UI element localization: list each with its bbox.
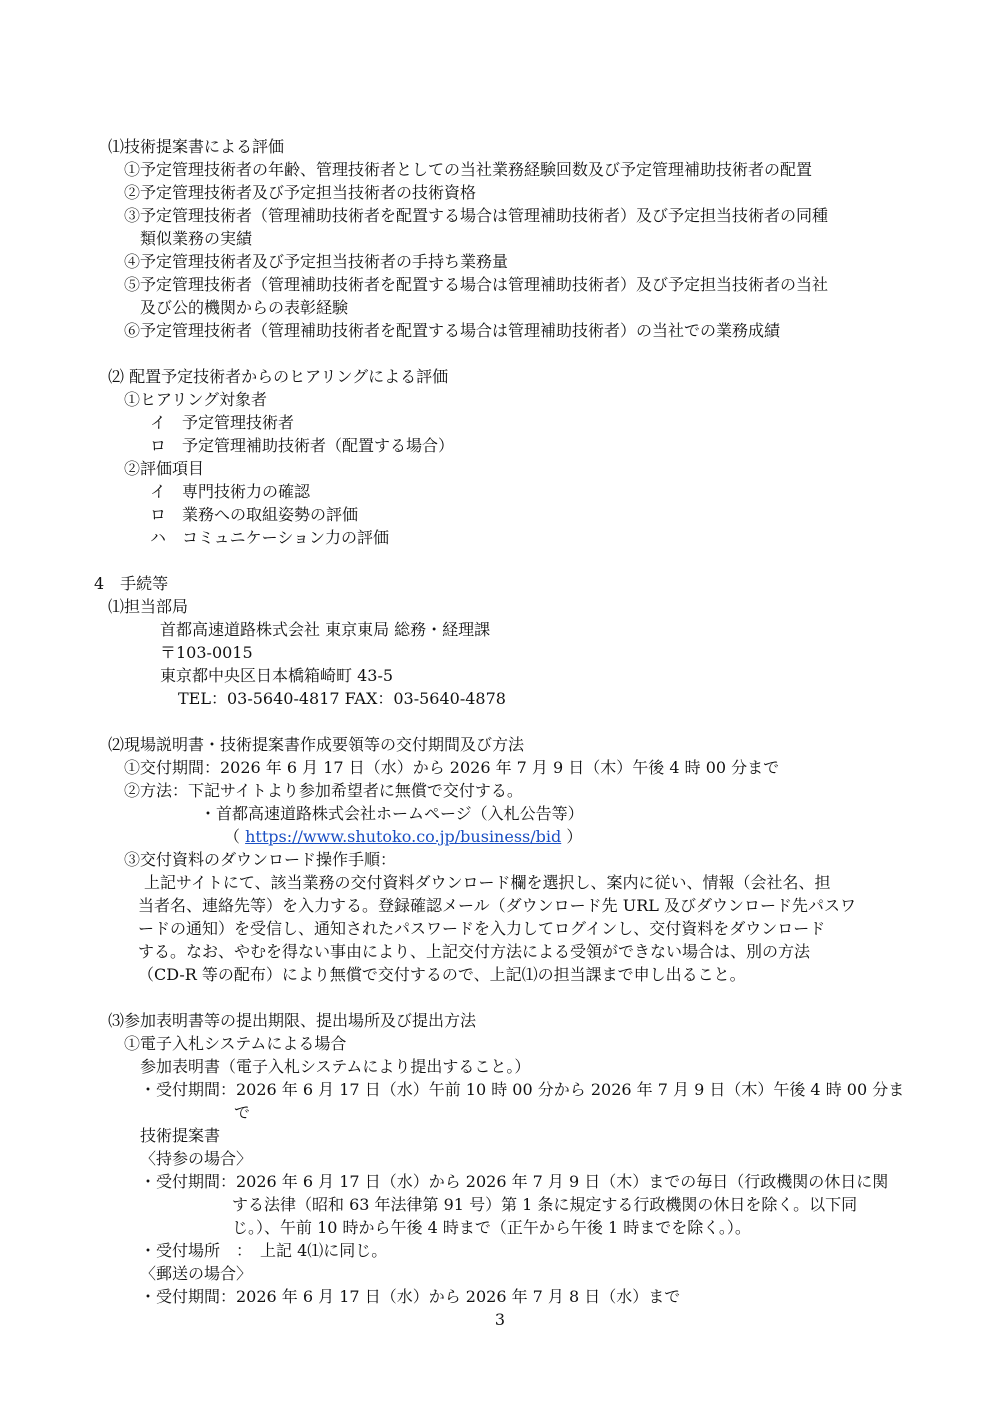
in-person-acceptance-period-cont: する法律（昭和 63 年法律第 91 号）第 1 条に規定する行政機関の休日を除く。以下同 xyxy=(232,1195,858,1214)
download-procedure-text: する。なお、やむを得ない事由により、上記交付方法による受領ができない場合は、別の方法 xyxy=(138,942,811,961)
section-2-sub-heading: ②評価項目 xyxy=(124,459,205,478)
in-person-acceptance-place: ・受付場所 ： 上記 4⑴に同じ。 xyxy=(140,1241,388,1260)
section-1-item: ④予定管理技術者及び予定担当技術者の手持ち業務量 xyxy=(124,252,509,271)
url-close-paren: ） xyxy=(566,827,583,846)
section-1-item: ⑤予定管理技術者（管理補助技術者を配置する場合は管理補助技術者）及び予定担当技術者の当社 xyxy=(124,275,829,294)
page-number: 3 xyxy=(494,1310,506,1329)
participation-form-label: 参加表明書（電子入札システムにより提出すること。） xyxy=(140,1057,531,1076)
section-1-item: ⑥予定管理技術者（管理補助技術者を配置する場合は管理補助技術者）の当社での業務成績 xyxy=(124,321,781,340)
section-2-sub-item: ロ 予定管理補助技術者（配置する場合） xyxy=(150,436,455,455)
contact-postal-code: 〒103-0015 xyxy=(160,643,253,662)
section-2-sub-item: イ 予定管理技術者 xyxy=(150,413,295,432)
section-1-item: ③予定管理技術者（管理補助技術者を配置する場合は管理補助技術者）及び予定担当技術者の同種 xyxy=(124,206,829,225)
mail-heading: 〈郵送の場合〉 xyxy=(140,1264,253,1283)
electronic-acceptance-period: ・受付期間：2026 年 6 月 17 日（水）午前 10 時 00 分から 2026 年 7 月 9 日（木）午後 4 時 00 分ま xyxy=(140,1080,905,1099)
section-1-item-cont: 類似業務の実績 xyxy=(140,229,253,248)
download-procedure-text: 当者名、連絡先等）を入力する。登録確認メール（ダウンロード先 URL 及びダウンロード先パスワ xyxy=(138,896,857,915)
distribution-url-line xyxy=(224,826,582,848)
section-2-sub-heading: ①ヒアリング対象者 xyxy=(124,390,268,409)
contact-address: 東京都中央区日本橋箱崎町 43-5 xyxy=(160,666,394,685)
section-1-item-cont: 及び公的機関からの表彰経験 xyxy=(140,298,349,317)
section-1-heading: ⑴技術提案書による評価 xyxy=(108,137,285,156)
section-1-item: ①予定管理技術者の年齢、管理技術者としての当社業務経験回数及び予定管理補助技術者の配置 xyxy=(124,160,813,179)
download-procedure-heading: ③交付資料のダウンロード操作手順： xyxy=(124,850,397,869)
section-2-sub-item: ロ 業務への取組姿勢の評価 xyxy=(150,505,359,524)
electronic-acceptance-period-cont: で xyxy=(234,1103,251,1122)
bid-page-link[interactable]: https://www.shutoko.co.jp/business/bid xyxy=(245,827,562,846)
section-2-sub-item: ハ コミュニケーション力の評価 xyxy=(150,528,390,547)
in-person-acceptance-period: ・受付期間：2026 年 6 月 17 日（水）から 2026 年 7 月 9 日（木）までの毎日（行政機関の休日に関 xyxy=(140,1172,889,1191)
contact-department: 首都高速道路株式会社 東京東局 総務・経理課 xyxy=(160,620,491,639)
download-procedure-text: （CD-R 等の配布）により無償で交付するので、上記⑴の担当課まで申し出ること。 xyxy=(138,965,746,984)
url-open-paren: （ xyxy=(224,827,241,846)
subsection-4-3-heading: ⑶参加表明書等の提出期限、提出場所及び提出方法 xyxy=(108,1011,477,1030)
download-procedure-text: ードの通知）を受信し、通知されたパスワードを入力してログインし、交付資料をダウンロード xyxy=(138,919,826,938)
technical-proposal-label: 技術提案書 xyxy=(140,1126,221,1145)
subsection-4-2-heading: ⑵現場説明書・技術提案書作成要領等の交付期間及び方法 xyxy=(108,735,525,754)
in-person-acceptance-period-cont: じ。）、午前 10 時から午後 4 時まで（正午から午後 1 時までを除く。）。 xyxy=(232,1218,751,1237)
electronic-bid-heading: ①電子入札システムによる場合 xyxy=(124,1034,347,1053)
in-person-heading: 〈持参の場合〉 xyxy=(140,1149,253,1168)
section-4-heading: 4 手続等 xyxy=(94,574,169,593)
section-2-sub-item: イ 専門技術力の確認 xyxy=(150,482,311,501)
contact-phone-fax: TEL：03-5640-4817 FAX：03-5640-4878 xyxy=(178,689,506,708)
distribution-method: ②方法：下記サイトより参加希望者に無償で交付する。 xyxy=(124,781,523,800)
subsection-4-1-heading: ⑴担当部局 xyxy=(108,597,189,616)
download-procedure-text: 上記サイトにて、該当業務の交付資料ダウンロード欄を選択し、案内に従い、情報（会社名、担 xyxy=(144,873,831,892)
mail-acceptance-period: ・受付期間：2026 年 6 月 17 日（水）から 2026 年 7 月 8 日（水）まで xyxy=(140,1287,681,1306)
section-1-item: ②予定管理技術者及び予定担当技術者の技術資格 xyxy=(124,183,477,202)
distribution-period: ①交付期間：2026 年 6 月 17 日（水）から 2026 年 7 月 9 日（木）午後 4 時 00 分まで xyxy=(124,758,780,777)
distribution-site: ・首都高速道路株式会社ホームページ（入札公告等） xyxy=(200,804,584,823)
section-2-heading: ⑵ 配置予定技術者からのヒアリングによる評価 xyxy=(108,367,449,386)
